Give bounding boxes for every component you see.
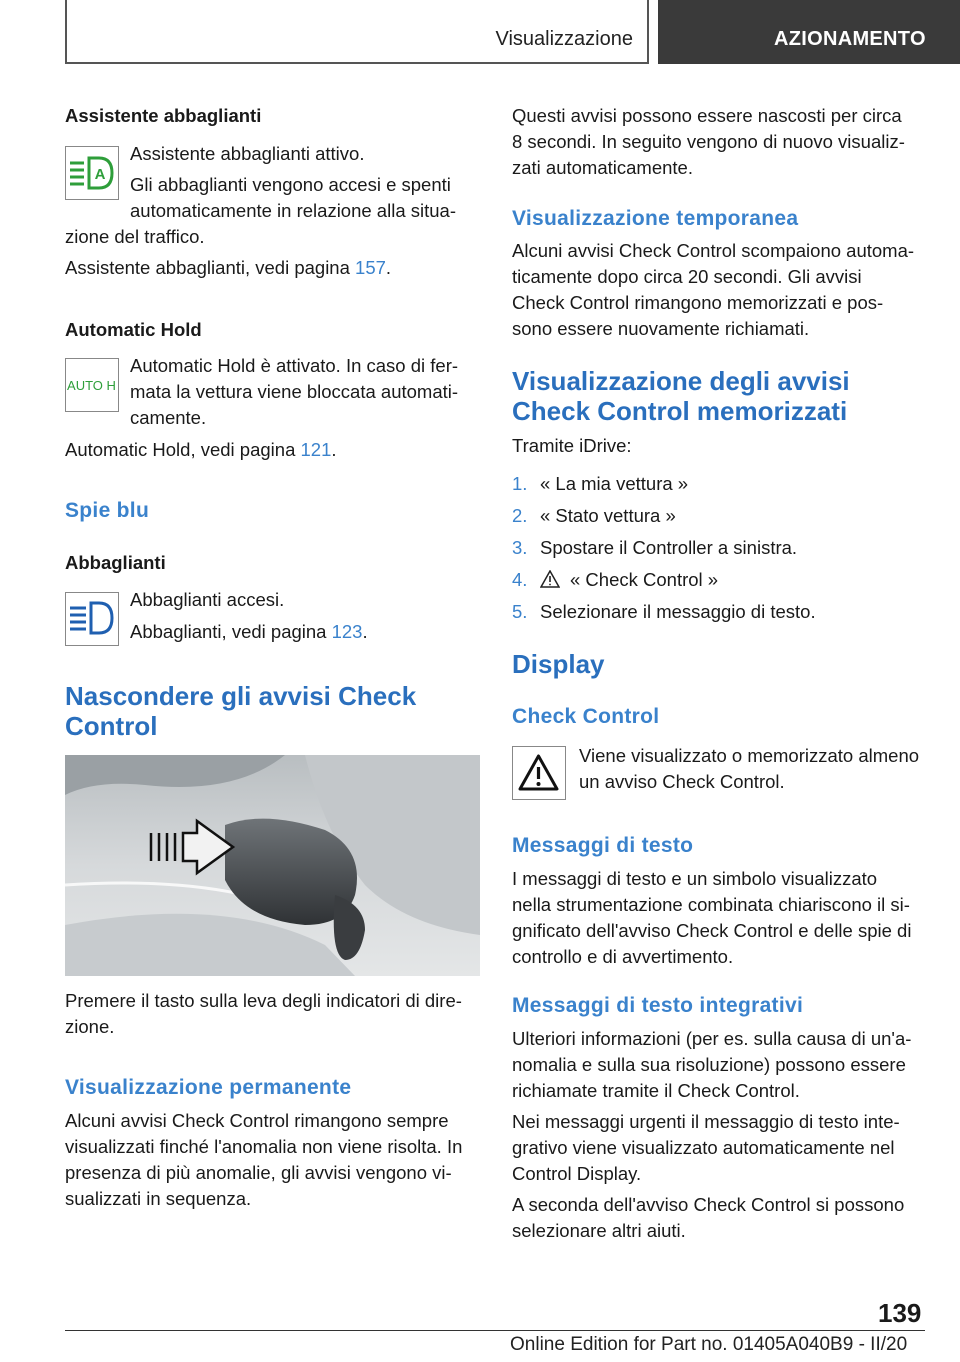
header-section-title: Visualizzazione [495,28,633,50]
ref-end: . [331,439,337,460]
step-item [512,471,688,497]
page-link-121[interactable]: 121 [300,439,332,460]
permanent-display-line-d: sualizzati in sequenza. [65,1188,252,1209]
supplementary-line-h: selezionare altri aiuti. [512,1220,686,1241]
auto-hold-ref [65,437,337,463]
temporary-line-b: ticamente dopo circa 20 secondi. Gli avvisi [512,266,862,287]
step-text: Selezionare il messaggio di testo. [540,601,816,622]
step-item [512,535,797,561]
auto-hold-title: Automatic Hold [65,319,202,340]
auto-hold-line1b: mata la vettura viene bloccata automati- [130,381,459,402]
lever-caption-b: zione. [65,1016,115,1037]
text-messages-heading: Messaggi di testo [512,834,694,857]
supplementary-heading: Messaggi di testo integrativi [512,994,804,1017]
header-chapter-tab [658,0,960,64]
ref-end: . [385,257,392,278]
stored-heading-b: Check Control memorizzati [512,396,848,426]
step-item [512,599,816,625]
temporary-line-a: Alcuni avvisi Check Control scompaiono automa- [512,240,915,261]
ref-text: Abbaglianti, vedi pagina [130,621,332,642]
auto-hold-line1a: Automatic Hold è attivato. In caso di fer- [130,355,459,376]
text-messages-line-b: nella strumentazione combinata chiariscono il si- [512,894,910,915]
high-beam-line1: Abbaglianti accesi. [130,589,285,610]
display-heading: Display [512,649,605,679]
text-messages-line-d: controllo e di avvertimento. [512,946,734,967]
step-number: 2. [512,505,528,526]
hide-check-control-heading-a: Nascondere gli avvisi Check [65,681,417,711]
high-beam-assist-line1: Assistente abbaglianti attivo. [130,143,365,164]
permanent-display-line-c: presenza di più anomalie, gli avvisi vengono vi- [65,1162,452,1183]
ref-end: . [362,621,368,642]
warning-triangle-icon [540,570,560,588]
step-number: 1. [512,473,528,494]
turn-signal-lever-image [65,755,480,976]
text-messages-line-a: I messaggi di testo e un simbolo visualizzato [512,868,878,889]
high-beam-assist-title: Assistente abbaglianti [65,105,262,126]
permanent-display-line-a: Alcuni avvisi Check Control rimangono sempre [65,1110,449,1131]
ref-text: Automatic Hold, vedi pagina [65,439,301,460]
step-text: « Check Control » [570,569,719,590]
footer-divider [65,1330,925,1331]
high-beam-ref [130,619,368,645]
step-text: Spostare il Controller a sinistra. [540,537,798,558]
text-messages-line-c: gnificato dell'avviso Check Control e delle spie di [512,920,912,941]
step-number: 5. [512,601,528,622]
intro-line-b: 8 secondi. In seguito vengono di nuovo visualiz- [512,131,905,152]
check-control-line-a: Viene visualizzato o memorizzato almeno [579,745,920,766]
supplementary-line-e: grativo viene visualizzato automaticamente nel [512,1137,895,1158]
supplementary-line-f: Control Display. [512,1163,642,1184]
intro-line-c: zati automaticamente. [512,157,693,178]
lever-caption-a: Premere il tasto sulla leva degli indicatori di dire- [65,990,462,1011]
high-beam-assist-ref [65,255,391,281]
step-text: « La mia vettura » [540,473,689,494]
stored-via: Tramite iDrive: [512,435,632,456]
page-number: 139 [878,1298,922,1328]
supplementary-line-d: Nei messaggi urgenti il messaggio di testo inte- [512,1111,900,1132]
check-control-warning-icon [512,746,566,800]
temporary-display-heading: Visualizzazione temporanea [512,207,799,230]
svg-text:A: A [94,166,106,183]
temporary-line-d: sono essere nuovamente richiamati. [512,318,810,339]
high-beam-assist-icon [65,146,119,200]
auto-hold-icon [65,358,119,412]
high-beam-assist-line2a: Gli abbaglianti vengono accesi e spenti [130,174,451,195]
auto-hold-icon-label: AUTO H [67,378,116,393]
intro-line-a: Questi avvisi possono essere nascosti per circa [512,105,902,126]
stored-heading-a: Visualizzazione degli avvisi [512,366,850,396]
page-link-157[interactable]: 157 [355,257,386,278]
high-beam-assist-line2c: zione del traffico. [65,226,205,247]
ref-text: Assistente abbaglianti, vedi pagina [65,257,356,278]
supplementary-line-g: A seconda dell'avviso Check Control si possono [512,1194,905,1215]
header-chapter-title: AZIONAMENTO [774,28,926,50]
step-number: 4. [512,569,528,590]
high-beam-icon [65,592,119,646]
auto-hold-line1c: camente. [130,407,207,428]
supplementary-line-c: richiamate tramite il Check Control. [512,1080,800,1101]
supplementary-line-a: Ulteriori informazioni (per es. sulla causa di un'a- [512,1028,912,1049]
edition-footer: Online Edition for Part no. 01405A040B9 - II/20 [510,1334,908,1355]
check-control-line-b: un avviso Check Control. [579,771,785,792]
temporary-line-c: Check Control rimangono memorizzati e pos- [512,292,884,313]
page-link-123[interactable]: 123 [331,621,363,642]
permanent-display-line-b: visualizzati finché l'anomalia non viene risolta. In [65,1136,463,1157]
supplementary-line-b: nomalia e sulla sua risoluzione) possono essere [512,1054,906,1075]
hide-check-control-heading-b: Control [65,711,158,741]
permanent-display-heading: Visualizzazione permanente [65,1076,352,1099]
high-beam-assist-line2b: automaticamente in relazione alla situa- [130,200,456,221]
high-beam-title: Abbaglianti [65,552,166,573]
check-control-heading: Check Control [512,705,660,728]
blue-lights-heading: Spie blu [65,499,150,522]
step-number: 3. [512,537,528,558]
header-section-tab [65,0,649,64]
step-item [512,503,676,529]
step-text: « Stato vettura » [540,505,676,526]
step-item [512,567,718,593]
